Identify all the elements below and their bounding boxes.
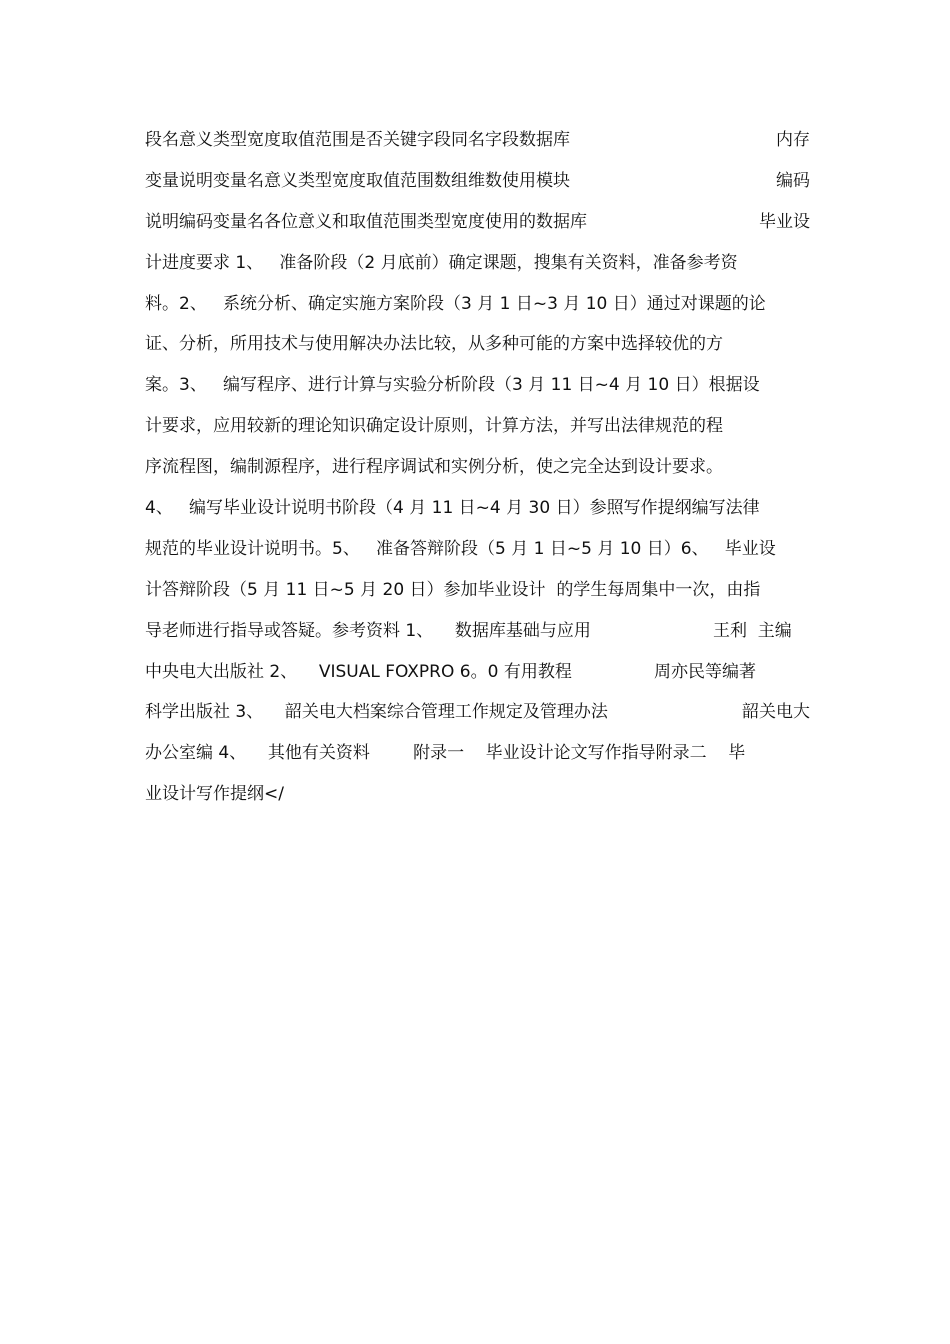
text-line-right-segment: 内存	[776, 130, 810, 150]
text-line-main: 计答辩阶段（5 月 11 日~5 月 20 日）参加毕业设计 的学生每周集中一次，由指	[145, 579, 761, 600]
text-line-inline-segment: 周亦民等编著	[654, 661, 756, 682]
text-line-main: 中央电大出版社 2、 VISUAL FOXPRO 6。0 有用教程	[145, 661, 572, 682]
text-line	[145, 488, 810, 529]
text-line-inline-segment: 王利 主编	[713, 620, 792, 641]
text-line-right-segment: 编码	[776, 170, 810, 191]
text-line	[145, 447, 810, 488]
text-line-main: 规范的毕业设计说明书。5、 准备答辩阶段（5 月 1 日~5 月 10 日）6、 毕业设	[145, 538, 776, 559]
text-line-main: 说明编码变量名各位意义和取值范围类型宽度使用的数据库	[145, 211, 587, 232]
text-line-main: 变量说明变量名意义类型宽度取值范围数组维数使用模块	[145, 170, 570, 191]
text-line-right-segment: 毕业设	[759, 211, 810, 232]
text-line	[145, 406, 810, 447]
text-line-main: 证、分析，所用技术与使用解决办法比较，从多种可能的方案中选择较优的方	[145, 334, 723, 355]
text-line	[145, 774, 810, 815]
text-line-main: 段名意义类型宽度取值范围是否关键字段同名字段数据库	[145, 130, 570, 150]
text-line	[145, 692, 810, 733]
text-line-main: 业设计写作提纲</	[145, 784, 284, 805]
text-line	[145, 652, 810, 693]
text-line-main: 计进度要求 1、 准备阶段（2 月底前）确定课题，搜集有关资料，准备参考资	[145, 252, 738, 273]
text-line-right-segment: 韶关电大	[742, 702, 810, 723]
text-line	[145, 611, 810, 652]
text-line	[145, 202, 810, 243]
text-line	[145, 324, 810, 365]
text-line	[145, 733, 810, 774]
text-line-main: 计要求，应用较新的理论知识确定设计原则，计算方法，并写出法律规范的程	[145, 416, 723, 437]
text-line	[145, 529, 810, 570]
text-line	[145, 365, 810, 406]
text-line	[145, 243, 810, 284]
text-line-main: 序流程图，编制源程序，进行程序调试和实例分析，使之完全达到设计要求。	[145, 457, 723, 478]
text-line-main: 料。2、 系统分析、确定实施方案阶段（3 月 1 日~3 月 10 日）通过对课题的论	[145, 293, 766, 314]
text-line-main: 4、 编写毕业设计说明书阶段（4 月 11 日~4 月 30 日）参照写作提纲编写法律	[145, 498, 760, 519]
text-line	[145, 120, 810, 161]
text-line-main: 导老师进行指导或答疑。参考资料 1、 数据库基础与应用	[145, 620, 591, 641]
text-line	[145, 161, 810, 202]
text-line-main: 案。3、 编写程序、进行计算与实验分析阶段（3 月 11 日~4 月 10 日）根据设	[145, 375, 760, 396]
text-line-main: 办公室编 4、 其他有关资料 附录一 毕业设计论文写作指导附录二 毕	[145, 743, 746, 764]
body-text	[145, 120, 810, 815]
text-line-main: 科学出版社 3、 韶关电大档案综合管理工作规定及管理办法	[145, 702, 608, 723]
text-line	[145, 570, 810, 611]
text-line	[145, 284, 810, 325]
